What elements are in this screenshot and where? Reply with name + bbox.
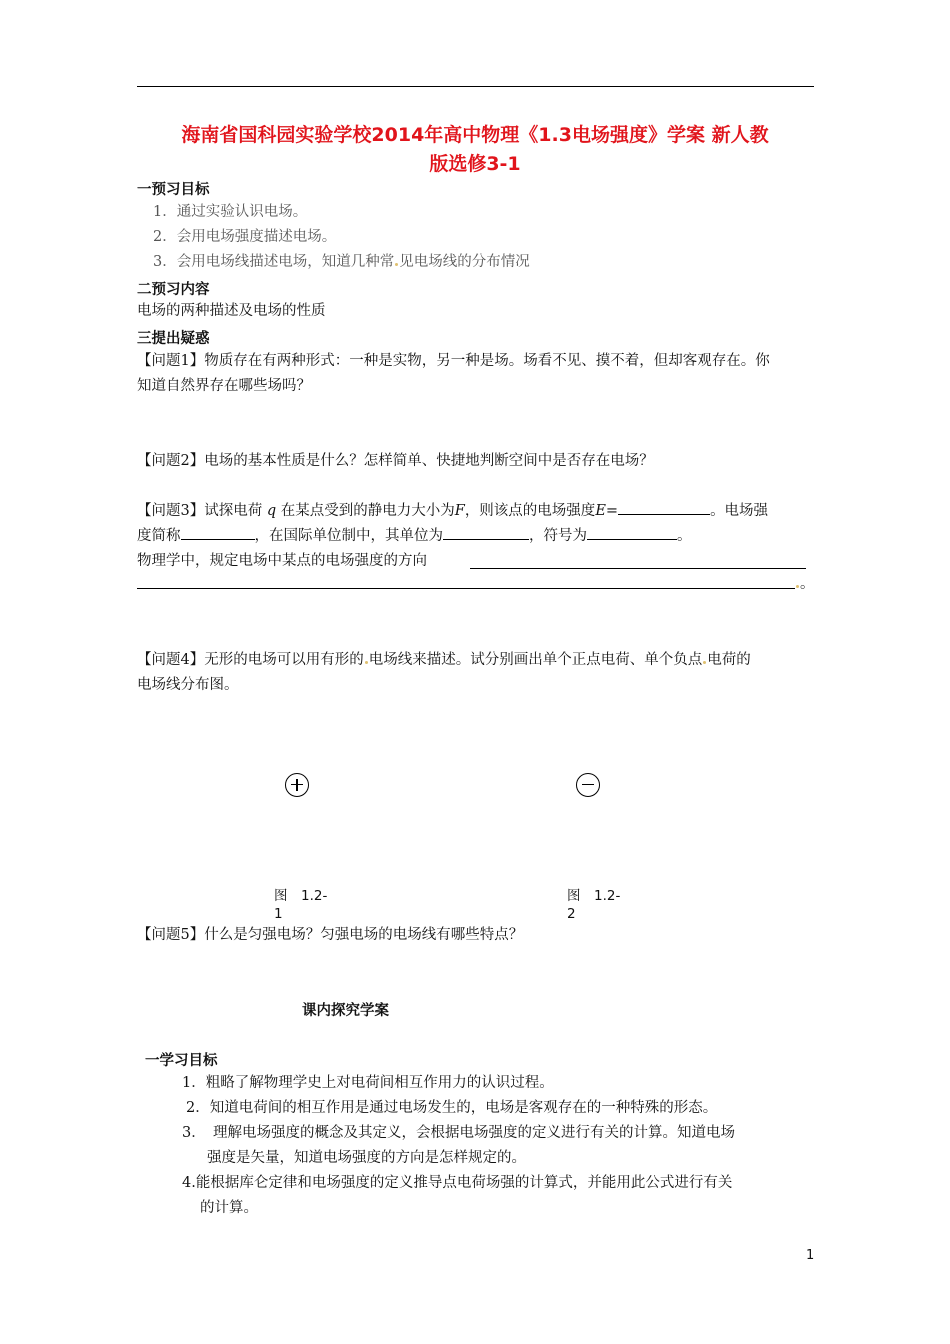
preview-goal-2: 2．会用电场强度描述电场。 [153, 229, 337, 245]
question-3-line1: 【问题3】试探电荷 q 在某点受到的静电力大小为F，则该点的电场强度E= 。电场强 [137, 499, 768, 523]
inclass-goal-3-line1: 3． 理解电场强度的概念及其定义，会根据电场强度的定义进行有关的计算。知道电场 [182, 1125, 735, 1141]
blank-direction-line1[interactable] [470, 568, 806, 569]
inclass-heading: 课内探究学案 [302, 1003, 389, 1019]
preview-goal-3: 3．会用电场线描述电场，知道几种常 见电场线的分布情况 [153, 254, 530, 270]
figure-1-caption: 图 1.2- 1 [274, 888, 328, 922]
blank-direction-line2[interactable] [137, 588, 795, 589]
question-3-line2: 度简称 ，在国际单位制中，其单位为 ，符号为 。 [137, 524, 692, 548]
question-5: 【问题5】什么是匀强电场？匀强电场的电场线有哪些特点？ [137, 927, 524, 943]
questions-heading: 三提出疑惑 [137, 331, 210, 347]
inclass-goal-1: 1．粗略了解物理学史上对电荷间相互作用力的认识过程。 [182, 1075, 554, 1091]
preview-goal-1: 1．通过实验认识电场。 [153, 204, 308, 220]
preview-content-heading: 二预习内容 [137, 282, 210, 298]
inclass-goal-4-line2: 的计算。 [200, 1200, 258, 1216]
blank-symbol[interactable] [587, 524, 677, 540]
question-1-line2: 知道自然界存在哪些场吗？ [137, 378, 311, 394]
inclass-goal-4-line1: 4.能根据库仑定律和电场强度的定义推导点电荷场强的计算式，并能用此公式进行有关 [182, 1175, 733, 1191]
inclass-goals-heading: 一学习目标 [145, 1053, 218, 1069]
preview-goals-heading: 一预习目标 [137, 182, 210, 198]
positive-charge-icon [285, 773, 309, 797]
figure-2-caption: 图 1.2- 2 [567, 888, 621, 922]
question-4-line1: 【问题4】无形的电场可以用有形的 电场线来描述。试分别画出单个正点电荷、单个负点 电荷的 [137, 652, 751, 668]
blank-short-name[interactable] [181, 524, 255, 540]
question-4-line2: 电场线分布图。 [137, 677, 239, 693]
preview-content-text: 电场的两种描述及电场的性质 [137, 303, 326, 319]
blank-unit[interactable] [443, 524, 529, 540]
question-1-line1: 【问题1】物质存在有两种形式：一种是实物，另一种是场。场看不见、摸不着，但却客观存在。你 [137, 353, 770, 369]
header-rule [137, 86, 814, 87]
question-2: 【问题2】电场的基本性质是什么？怎样简单、快捷地判断空间中是否存在电场？ [137, 453, 654, 469]
document-title-line1: 海南省国科园实验学校2014年高中物理《1.3电场强度》学案 新人教 [181, 124, 769, 146]
document-title-line2: 版选修3-1 [429, 153, 521, 175]
blank-field-strength[interactable] [618, 499, 710, 515]
page-number: 1 [806, 1248, 815, 1263]
question-3-line3: 物理学中，规定电场中某点的电场强度的方向 [137, 553, 427, 569]
inclass-goal-3-line2: 强度是矢量，知道电场强度的方向是怎样规定的。 [207, 1150, 526, 1166]
inclass-goal-2: 2．知道电荷间的相互作用是通过电场发生的，电场是客观存在的一种特殊的形态。 [186, 1100, 718, 1116]
negative-charge-icon [576, 773, 600, 797]
question-3-end: 。 [795, 572, 815, 596]
